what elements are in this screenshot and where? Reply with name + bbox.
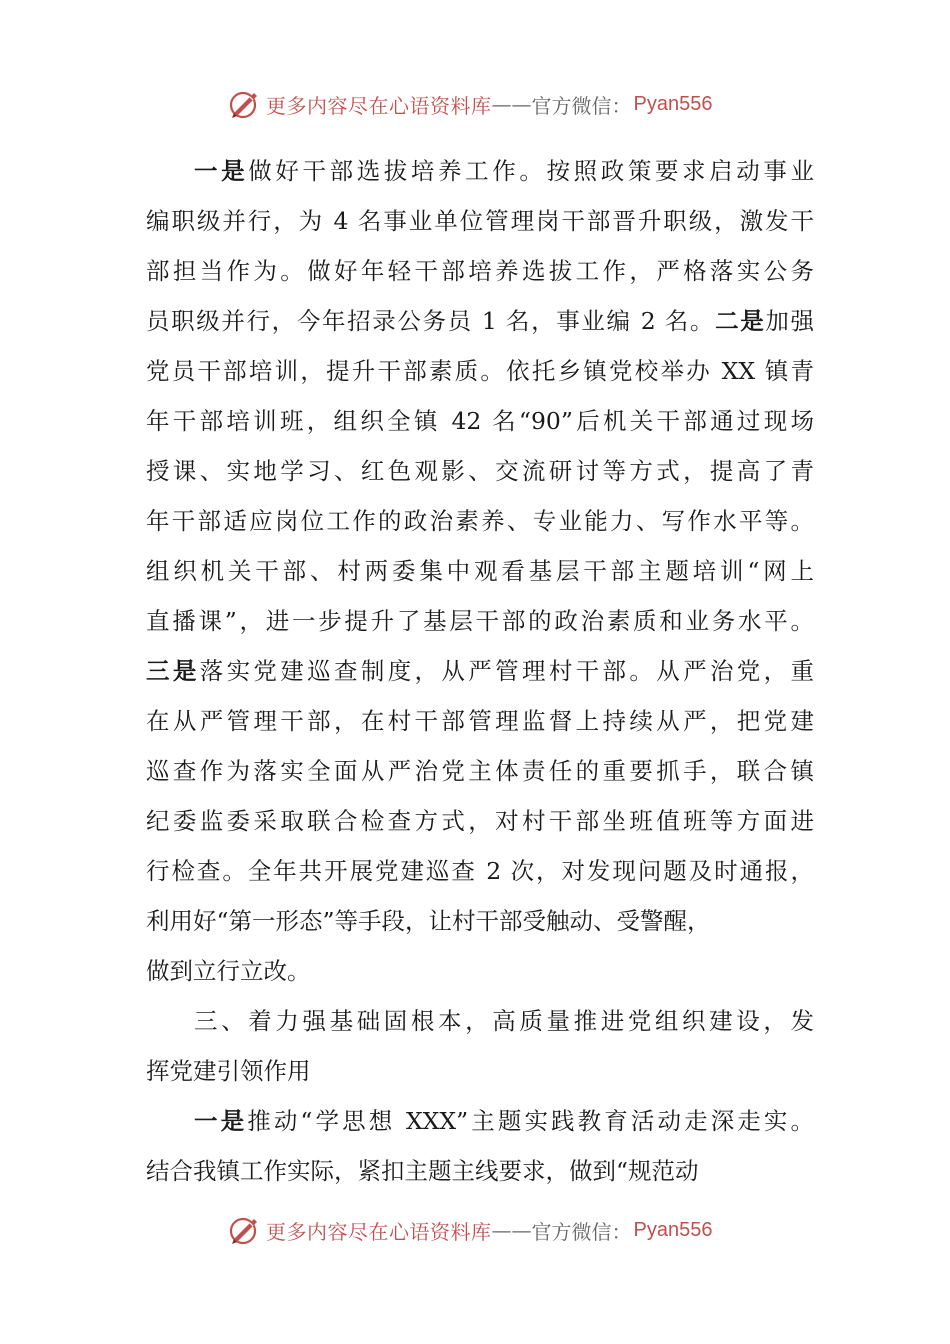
text-run: 授课、实地学习、红色观影、交流研讨等方式，提高了青 bbox=[146, 457, 814, 485]
text-run: 编职级并行，为 4 名事业单位管理岗干部晋升职级，激发干 bbox=[146, 207, 814, 235]
text-line bbox=[146, 596, 814, 646]
text-line bbox=[146, 296, 814, 346]
text-run: 做好干部选拔培养工作。按照政策要求启动事业 bbox=[248, 157, 814, 185]
banner-separator: —— bbox=[491, 1218, 532, 1242]
banner-wechat-id: Pyan556 bbox=[633, 92, 713, 115]
text-run: 年干部适应岗位工作的政治素养、专业能力、写作水平等。 bbox=[146, 507, 814, 535]
text-run: 年干部培训班，组织全镇 42 名“90”后机关干部通过现场 bbox=[146, 407, 814, 435]
banner-label: 官方微信： bbox=[531, 93, 632, 118]
text-run: 在从严管理干部，在村干部管理监督上持续从严，把党建 bbox=[146, 707, 814, 735]
bold-lead-text: 二是 bbox=[715, 307, 766, 335]
text-line bbox=[146, 246, 814, 296]
text-line bbox=[146, 646, 814, 696]
text-run: 巡查作为落实全面从严治党主体责任的重要抓手，联合镇 bbox=[146, 757, 814, 785]
banner-text: 更多内容尽在心语资料库 bbox=[266, 93, 492, 118]
text-line bbox=[146, 346, 814, 396]
header-banner bbox=[228, 86, 712, 122]
text-run: 纪委监委采取联合检查方式，对村干部坐班值班等方面进 bbox=[146, 807, 814, 835]
text-run: 部担当作为。做好年轻干部培养选拔工作，严格落实公务 bbox=[146, 257, 814, 285]
footer-banner bbox=[228, 1212, 712, 1248]
pen-logo-icon bbox=[228, 87, 262, 121]
banner-separator: —— bbox=[491, 92, 532, 116]
pen-logo-icon bbox=[228, 1213, 262, 1247]
text-line bbox=[146, 846, 814, 896]
text-line bbox=[146, 1046, 814, 1096]
text-line bbox=[146, 1146, 814, 1196]
banner-label: 官方微信： bbox=[531, 1219, 632, 1244]
banner-text: 更多内容尽在心语资料库 bbox=[266, 1219, 492, 1244]
text-line bbox=[146, 396, 814, 446]
text-run: 组织机关干部、村两委集中观看基层干部主题培训“网上 bbox=[146, 557, 814, 585]
text-line bbox=[146, 446, 814, 496]
text-line bbox=[146, 546, 814, 596]
banner-wechat-id: Pyan556 bbox=[633, 1218, 713, 1241]
text-line bbox=[146, 196, 814, 246]
bold-lead-text: 一是 bbox=[194, 157, 249, 185]
text-run: 三、着力强基础固根本，高质量推进党组织建设，发 bbox=[194, 1007, 814, 1035]
text-line bbox=[146, 496, 814, 546]
text-run: 做到立行立改。 bbox=[146, 957, 311, 985]
text-run: 加强 bbox=[765, 307, 814, 335]
text-run: 直播课”，进一步提升了基层干部的政治素质和业务水平。 bbox=[146, 607, 814, 635]
text-run: 结合我镇工作实际，紧扣主题主线要求，做到“规范动 bbox=[146, 1157, 699, 1185]
text-line bbox=[146, 946, 814, 996]
bold-lead-text: 一是 bbox=[194, 1107, 248, 1135]
text-run: 党员干部培训，提升干部素质。依托乡镇党校举办 XX 镇青 bbox=[146, 357, 814, 385]
text-line bbox=[146, 796, 814, 846]
document-body bbox=[146, 146, 814, 1196]
text-run: 员职级并行，今年招录公务员 1 名，事业编 2 名。 bbox=[146, 307, 716, 335]
text-line bbox=[146, 996, 814, 1046]
text-line bbox=[146, 746, 814, 796]
text-line bbox=[146, 146, 814, 196]
text-run: 落实党建巡查制度，从严管理村干部。从严治党，重 bbox=[199, 657, 814, 685]
text-run: 行检查。全年共开展党建巡查 2 次，对发现问题及时通报， bbox=[146, 857, 814, 885]
text-line bbox=[146, 896, 814, 946]
text-run: 挥党建引领作用 bbox=[146, 1057, 311, 1085]
text-run: 推动“学思想 XXX”主题实践教育活动走深走实。 bbox=[247, 1107, 814, 1135]
text-line bbox=[146, 696, 814, 746]
text-line bbox=[146, 1096, 814, 1146]
text-run: 利用好“第一形态”等手段，让村干部受触动、受警醒， bbox=[146, 907, 711, 935]
bold-lead-text: 三是 bbox=[146, 657, 200, 685]
